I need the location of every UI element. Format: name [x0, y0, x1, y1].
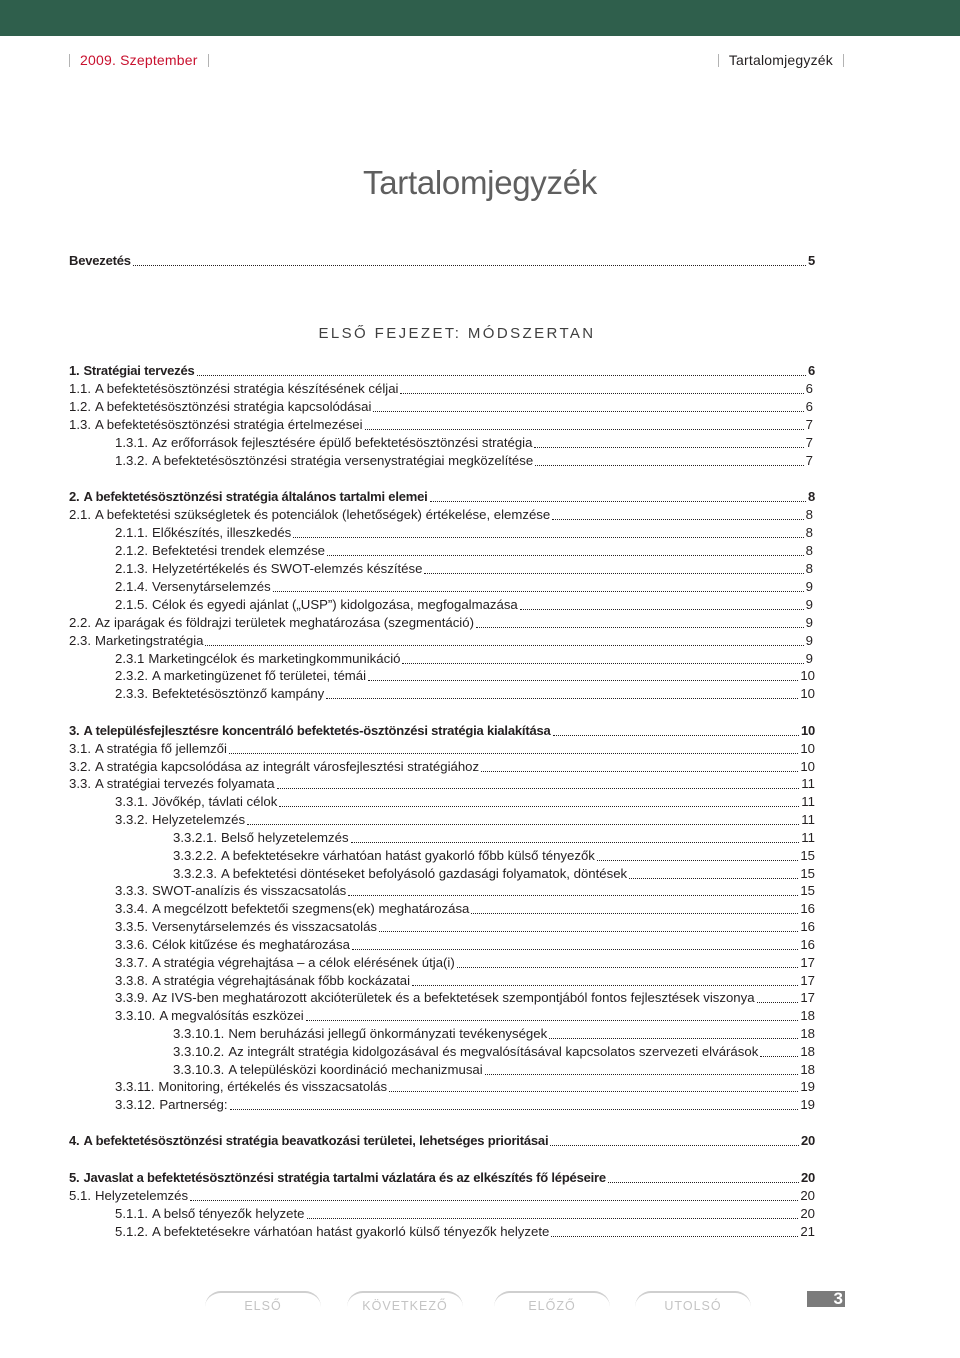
- toc-entry[interactable]: [115, 560, 813, 578]
- toc-entry-title: Marketingstratégia: [95, 633, 204, 648]
- toc-leader-dots: [471, 913, 798, 914]
- toc-entry-page: 9: [805, 633, 813, 648]
- toc-entry[interactable]: [115, 882, 815, 900]
- toc-entry-title: A befektetésösztönzési stratégia beavatkozási területei, lehetséges prioritásai: [83, 1133, 549, 1148]
- toc-leader-dots: [279, 806, 799, 807]
- toc-entry-page: 15: [800, 883, 815, 898]
- toc-entry[interactable]: [115, 667, 815, 685]
- toc-entry[interactable]: [115, 685, 815, 703]
- toc-leader-dots: [424, 573, 803, 574]
- toc-entry-page: 20: [800, 1206, 815, 1221]
- toc-entry-title: A megcélzott befektetői szegmens(ek) meghatározása: [152, 901, 470, 916]
- toc-entry-number: 2.2.: [69, 615, 91, 630]
- toc-leader-dots: [481, 771, 798, 772]
- toc-entry-number: 1.3.1.: [115, 435, 148, 450]
- toc-entry[interactable]: [115, 936, 815, 954]
- toc-entry-number: 3.3.12.: [115, 1097, 156, 1112]
- toc-entry-page: 11: [801, 776, 815, 791]
- toc-leader-dots: [550, 1145, 799, 1146]
- toc-leader-dots: [389, 1091, 798, 1092]
- toc-entry-page: 10: [800, 723, 815, 738]
- toc-entry-number: 3.3.10.3.: [173, 1062, 225, 1077]
- toc-entry[interactable]: [69, 758, 815, 776]
- toc-entry[interactable]: [115, 811, 815, 829]
- toc-entry[interactable]: [173, 865, 815, 883]
- toc-entry-number: 3.3.7.: [115, 955, 148, 970]
- page-number: 3: [807, 1291, 845, 1307]
- toc-entry-title: Javaslat a befektetésösztönzési stratégia tartalmi vázlatára és az elkészítés fő lépéseire: [83, 1170, 606, 1185]
- toc-entry-number: 5.1.: [69, 1188, 91, 1203]
- next-page-button[interactable]: KÖVETKEZŐ: [347, 1291, 463, 1315]
- toc-entry-title: A stratégia végrehajtása – a célok elérésének útja(i): [152, 955, 455, 970]
- toc-entry-page: 9: [805, 651, 813, 666]
- toc-leader-dots: [476, 627, 804, 628]
- toc-entry-number: 2.3.2.: [115, 668, 148, 683]
- toc-entry-number: 3.3.9.: [115, 990, 148, 1005]
- toc-entry[interactable]: [115, 918, 815, 936]
- toc-entry[interactable]: [173, 829, 815, 847]
- toc-entry-number: 2.1.4.: [115, 579, 148, 594]
- toc-entry-title: Marketingcélok és marketingkommunikáció: [148, 651, 401, 666]
- toc-entry[interactable]: [69, 252, 815, 270]
- toc-entry-page: 20: [800, 1170, 815, 1185]
- last-page-button[interactable]: UTOLSÓ: [635, 1291, 751, 1315]
- toc-entry-number: 2.3.1: [115, 651, 145, 666]
- toc-entry-page: 16: [800, 937, 815, 952]
- toc-entry-title: Belső helyzetelemzés: [221, 830, 349, 845]
- toc-entry-title: A településközi koordináció mechanizmusai: [228, 1062, 483, 1077]
- header-divider: [843, 54, 844, 67]
- toc-entry[interactable]: [115, 650, 813, 668]
- toc-entry-page: 7: [805, 435, 813, 450]
- toc-leader-dots: [365, 429, 804, 430]
- toc-entry-number: 3.3.11.: [115, 1079, 155, 1094]
- toc-leader-dots: [190, 1200, 798, 1201]
- toc-entry-number: 3.3.3.: [115, 883, 148, 898]
- toc-entry-title: Előkészítés, illeszkedés: [152, 525, 292, 540]
- toc-entry-title: A befektetési szükségletek és potenciálok (lehetőségek) értékelése, elemzése: [95, 507, 551, 522]
- toc-entry[interactable]: [115, 1096, 815, 1114]
- toc-entry-number: 2.1.3.: [115, 561, 148, 576]
- toc-entry-page: 5: [807, 253, 815, 268]
- toc-entry-page: 9: [805, 615, 813, 630]
- toc-entry[interactable]: [69, 1187, 815, 1205]
- toc-leader-dots: [553, 735, 799, 736]
- toc-entry-number: 3.3.8.: [115, 973, 148, 988]
- toc-leader-dots: [326, 698, 798, 699]
- toc-entry-title: Stratégiai tervezés: [83, 363, 195, 378]
- toc-entry-page: 7: [805, 453, 813, 468]
- toc-leader-dots: [247, 824, 799, 825]
- toc-entry-number: 3.3.2.1.: [173, 830, 217, 845]
- toc-entry-number: 2.3.3.: [115, 686, 148, 701]
- toc-entry-page: 10: [800, 686, 815, 701]
- toc-entry-page: 20: [800, 1133, 815, 1148]
- toc-entry[interactable]: [69, 632, 813, 650]
- toc-leader-dots: [551, 1236, 798, 1237]
- toc-entry[interactable]: [115, 542, 813, 560]
- toc-leader-dots: [379, 931, 798, 932]
- toc-entry-number: 3.2.: [69, 759, 91, 774]
- toc-leader-dots: [412, 985, 798, 986]
- toc-entry[interactable]: [69, 740, 815, 758]
- toc-entry-page: 17: [800, 973, 815, 988]
- toc-entry-page: 16: [800, 919, 815, 934]
- toc-entry-title: Célok és egyedi ajánlat („USP”) kidolgozása, megfogalmazása: [152, 597, 518, 612]
- toc-entry[interactable]: [115, 596, 813, 614]
- toc-entry-number: 5.1.1.: [115, 1206, 148, 1221]
- toc-entry[interactable]: [115, 1078, 815, 1096]
- toc-entry-page: 8: [807, 489, 815, 504]
- toc-entry[interactable]: [115, 972, 815, 990]
- toc-entry-page: 15: [800, 848, 815, 863]
- toc-entry-page: 7: [805, 417, 813, 432]
- toc-entry-number: 3.3.10.1.: [173, 1026, 225, 1041]
- toc-entry-number: 2.1.1.: [115, 525, 148, 540]
- toc-entry-page: 9: [805, 597, 813, 612]
- toc-leader-dots: [760, 1056, 798, 1057]
- toc-leader-dots: [205, 645, 803, 646]
- toc-entry[interactable]: [115, 578, 813, 596]
- toc-entry[interactable]: [69, 506, 813, 524]
- toc-leader-dots: [534, 447, 803, 448]
- top-bar: [0, 0, 960, 36]
- toc-entry[interactable]: [115, 524, 813, 542]
- toc-entry[interactable]: [115, 954, 815, 972]
- toc-entry-title: Befektetésösztönző kampány: [152, 686, 325, 701]
- toc-entry-page: 8: [805, 525, 813, 540]
- toc-leader-dots: [457, 967, 799, 968]
- toc-entry-page: 20: [800, 1188, 815, 1203]
- toc-entry[interactable]: [69, 775, 815, 793]
- toc-entry[interactable]: [173, 847, 815, 865]
- toc-entry[interactable]: [115, 434, 813, 452]
- toc-entry-page: 9: [805, 579, 813, 594]
- toc-entry-number: 5.: [69, 1170, 80, 1185]
- toc-entry-title: A befektetésösztönzési stratégia versenystratégiai megközelítése: [152, 453, 534, 468]
- toc-leader-dots: [608, 1182, 799, 1183]
- toc-entry-number: 3.3.4.: [115, 901, 148, 916]
- toc-entry-page: 6: [805, 399, 813, 414]
- toc-entry-page: 10: [800, 759, 815, 774]
- toc-leader-dots: [307, 1218, 799, 1219]
- chapter-heading: ELSŐ FEJEZET: MÓDSZERTAN: [318, 325, 596, 342]
- toc-entry-number: 2.3.: [69, 633, 91, 648]
- toc-leader-dots: [430, 501, 806, 502]
- toc-leader-dots: [230, 1109, 799, 1110]
- header-date: [69, 52, 209, 68]
- toc-entry-page: 11: [801, 794, 815, 809]
- header-section: [718, 52, 844, 68]
- toc-entry-number: 3.: [69, 723, 80, 738]
- toc-leader-dots: [373, 411, 803, 412]
- toc-entry-title: A belső tényezők helyzete: [152, 1206, 305, 1221]
- toc-leader-dots: [306, 1020, 799, 1021]
- toc-entry[interactable]: [69, 614, 813, 632]
- toc-entry[interactable]: [115, 793, 815, 811]
- toc-entry[interactable]: [69, 380, 813, 398]
- first-page-button[interactable]: ELSŐ: [205, 1291, 321, 1315]
- toc-entry[interactable]: [115, 989, 815, 1007]
- toc-entry-title: Helyzetértékelés és SWOT-elemzés készítése: [152, 561, 423, 576]
- toc-entry-title: A befektetésösztönzési stratégia értelmezései: [95, 417, 363, 432]
- toc-entry-title: A stratégiai tervezés folyamata: [95, 776, 275, 791]
- toc-entry-title: Partnerség:: [159, 1097, 228, 1112]
- toc-leader-dots: [535, 465, 803, 466]
- toc-entry-title: Az erőforrások fejlesztésére épülő befektetésösztönzési stratégia: [152, 435, 533, 450]
- toc-entry-number: 3.3.2.3.: [173, 866, 217, 881]
- toc-entry-number: 1.2.: [69, 399, 91, 414]
- toc-leader-dots: [277, 788, 800, 789]
- toc-entry[interactable]: [115, 452, 813, 470]
- header-divider: [208, 54, 209, 67]
- toc-leader-dots: [629, 878, 798, 879]
- toc-leader-dots: [552, 519, 803, 520]
- toc-entry-title: Helyzetelemzés: [95, 1188, 189, 1203]
- toc-entry-title: Helyzetelemzés: [152, 812, 246, 827]
- toc-entry-number: 3.3.2.: [115, 812, 148, 827]
- toc-entry[interactable]: [69, 416, 813, 434]
- toc-entry-page: 8: [805, 561, 813, 576]
- toc-entry-number: 2.1.: [69, 507, 91, 522]
- previous-page-button[interactable]: ELŐZŐ: [494, 1291, 610, 1315]
- toc-leader-dots: [520, 609, 804, 610]
- toc-entry-title: A marketingüzenet fő területei, témái: [152, 668, 367, 683]
- toc-leader-dots: [348, 895, 798, 896]
- toc-entry[interactable]: [69, 1169, 815, 1187]
- toc-entry-number: 1.3.: [69, 417, 91, 432]
- toc-entry-number: 5.1.2.: [115, 1224, 148, 1239]
- toc-entry-number: 3.3.1.: [115, 794, 148, 809]
- toc-entry-number: 3.3.6.: [115, 937, 148, 952]
- toc-entry-title: Befektetési trendek elemzése: [152, 543, 325, 558]
- toc-entry-page: 15: [800, 866, 815, 881]
- toc-entry-page: 19: [800, 1079, 815, 1094]
- toc-leader-dots: [757, 1002, 799, 1003]
- toc-leader-dots: [400, 393, 803, 394]
- toc-entry-page: 21: [800, 1224, 815, 1239]
- toc-leader-dots: [402, 663, 803, 664]
- toc-entry-page: 8: [805, 507, 813, 522]
- toc-leader-dots: [549, 1038, 798, 1039]
- toc-entry-title: A stratégia fő jellemzői: [95, 741, 227, 756]
- toc-leader-dots: [273, 591, 804, 592]
- toc-entry[interactable]: [69, 488, 815, 506]
- toc-entry-title: A településfejlesztésre koncentráló befektetés-ösztönzési stratégia kialakítása: [83, 723, 551, 738]
- toc-entry-title: Monitoring, értékelés és visszacsatolás: [158, 1079, 388, 1094]
- toc-entry-page: 11: [801, 830, 815, 845]
- toc-entry-page: 18: [800, 1044, 815, 1059]
- toc-entry-number: 1.1.: [69, 381, 91, 396]
- toc-entry-number: 2.1.5.: [115, 597, 148, 612]
- toc-leader-dots: [485, 1074, 799, 1075]
- toc-entry-title: A befektetésösztönzési stratégia kapcsolódásai: [95, 399, 372, 414]
- toc-leader-dots: [352, 949, 798, 950]
- toc-entry-title: A stratégia végrehajtásának főbb kockázatai: [152, 973, 411, 988]
- toc-entry-title: Az iparágak és földrajzi területek meghatározása (szegmentáció): [95, 615, 474, 630]
- toc-entry-page: 8: [805, 543, 813, 558]
- toc-entry-number: 3.3.: [69, 776, 91, 791]
- toc-entry-page: 18: [800, 1008, 815, 1023]
- toc-entry-page: 19: [800, 1097, 815, 1112]
- toc-entry[interactable]: [173, 1025, 815, 1043]
- toc-leader-dots: [597, 860, 798, 861]
- toc-entry-title: A stratégia kapcsolódása az integrált városfejlesztési stratégiához: [95, 759, 480, 774]
- toc-entry-page: 10: [800, 668, 815, 683]
- toc-leader-dots: [133, 265, 806, 266]
- toc-entry-title: Nem beruházási jellegű önkormányzati tevékenységek: [228, 1026, 548, 1041]
- header-date-label: 2009. Szeptember: [80, 52, 198, 68]
- toc-entry-number: 3.3.10.: [115, 1008, 156, 1023]
- toc-entry-title: Versenytárselemzés: [152, 579, 271, 594]
- toc-entry-title: A befektetési döntéseket befolyásoló gazdasági folyamatok, döntések: [221, 866, 628, 881]
- toc-entry-number: 4.: [69, 1133, 80, 1148]
- toc-leader-dots: [327, 555, 804, 556]
- toc-entry-page: 6: [807, 363, 815, 378]
- page-title: Tartalomjegyzék: [363, 164, 597, 201]
- toc-entry-title: A befektetésösztönzési stratégia általános tartalmi elemei: [83, 489, 428, 504]
- toc-entry-title: Bevezetés: [69, 253, 131, 268]
- toc-entry-page: 18: [800, 1062, 815, 1077]
- toc-entry-page: 11: [801, 812, 815, 827]
- toc-leader-dots: [197, 375, 806, 376]
- toc-entry-page: 17: [800, 955, 815, 970]
- header-section-label: Tartalomjegyzék: [728, 52, 833, 68]
- toc-entry-title: A megvalósítás eszközei: [159, 1008, 304, 1023]
- toc-entry-number: 3.3.2.2.: [173, 848, 217, 863]
- toc-entry-number: 3.1.: [69, 741, 91, 756]
- toc-entry-number: 2.: [69, 489, 80, 504]
- toc-entry-title: A befektetésösztönzési stratégia készítésének céljai: [95, 381, 399, 396]
- toc-entry-number: 3.3.10.2.: [173, 1044, 225, 1059]
- toc-leader-dots: [368, 680, 798, 681]
- toc-entry-title: Az integrált stratégia kidolgozásával és megvalósításával kapcsolatos szervezeti elvárások: [228, 1044, 759, 1059]
- toc-entry-title: Versenytárselemzés és visszacsatolás: [152, 919, 378, 934]
- toc-entry[interactable]: [69, 1132, 815, 1150]
- toc-entry-page: 10: [800, 741, 815, 756]
- toc-entry-title: A befektetésekre várhatóan hatást gyakorló külső tényezők helyzete: [152, 1224, 550, 1239]
- toc-entry[interactable]: [115, 1205, 815, 1223]
- toc-entry[interactable]: [115, 900, 815, 918]
- toc-entry-title: Célok kitűzése és meghatározása: [152, 937, 350, 952]
- toc-entry-title: SWOT-analízis és visszacsatolás: [152, 883, 347, 898]
- toc-entry[interactable]: [69, 398, 813, 416]
- toc-entry[interactable]: [173, 1043, 815, 1061]
- toc-entry-number: 1.: [69, 363, 80, 378]
- toc-entry[interactable]: [115, 1007, 815, 1025]
- toc-entry[interactable]: [69, 722, 815, 740]
- toc-entry[interactable]: [173, 1061, 815, 1079]
- toc-entry-number: 2.1.2.: [115, 543, 148, 558]
- toc-entry-page: 17: [800, 990, 815, 1005]
- toc-leader-dots: [293, 537, 803, 538]
- toc-entry-title: Jövőkép, távlati célok: [152, 794, 278, 809]
- toc-entry-number: 1.3.2.: [115, 453, 148, 468]
- toc-leader-dots: [229, 753, 798, 754]
- toc-entry-page: 18: [800, 1026, 815, 1041]
- toc-entry[interactable]: [115, 1223, 815, 1241]
- toc-entry-number: 3.3.5.: [115, 919, 148, 934]
- toc-entry-page: 16: [800, 901, 815, 916]
- toc-leader-dots: [351, 842, 800, 843]
- toc-entry-title: Az IVS-ben meghatározott akcióterületek és a befektetések szempontjából fontos fejlesztések viszonya: [152, 990, 755, 1005]
- toc-entry-title: A befektetésekre várhatóan hatást gyakorló főbb külső tényezők: [221, 848, 595, 863]
- toc-entry-page: 6: [805, 381, 813, 396]
- toc-entry[interactable]: [69, 362, 815, 380]
